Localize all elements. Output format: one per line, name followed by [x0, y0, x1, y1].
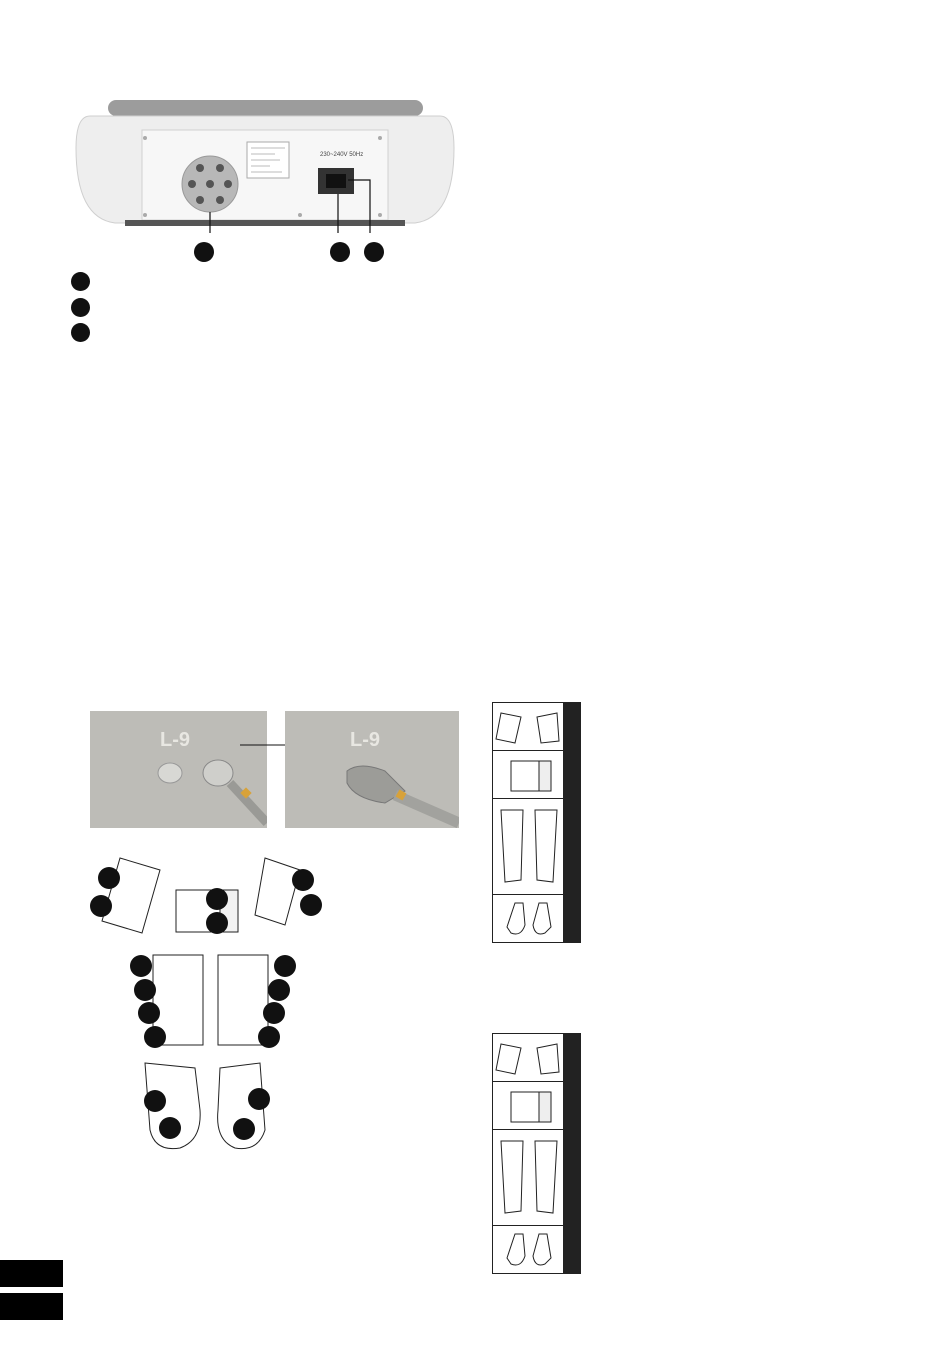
- table-cell: [580, 1034, 581, 1058]
- connector-label-after: L-9: [350, 729, 380, 751]
- arms-garment-icon: [493, 1034, 564, 1082]
- sequence-grid: [492, 1033, 581, 1274]
- page-tab-top: [0, 1260, 63, 1287]
- hose-marker-1: [98, 867, 120, 889]
- table-row: [493, 1226, 581, 1250]
- hose-marker-18: [233, 1118, 255, 1140]
- table-row: [493, 895, 581, 919]
- legs-garment-icon: [493, 799, 564, 895]
- hose-marker-17: [248, 1088, 270, 1110]
- hose-marker-7: [130, 955, 152, 977]
- table-row: [493, 799, 581, 823]
- table-row: [493, 1130, 581, 1154]
- page-tab-bottom: [0, 1293, 63, 1320]
- hose-marker-10: [144, 1026, 166, 1048]
- table-cell: [580, 751, 581, 775]
- table-cell: [580, 1106, 581, 1130]
- table-cell: [580, 703, 581, 727]
- connector-label-before: L-9: [160, 729, 190, 751]
- abdomen-garment-icon: [493, 751, 564, 799]
- table-cell: [580, 799, 581, 823]
- sequence-grid: [492, 702, 581, 943]
- callout-marker-2: [330, 242, 350, 262]
- table-row: [493, 703, 581, 727]
- table-cell: [580, 1082, 581, 1106]
- hose-marker-9: [138, 1002, 160, 1024]
- table-cell: [580, 1226, 581, 1250]
- legend-marker-2: [71, 298, 90, 317]
- abdomen-garment-icon: [493, 1082, 564, 1130]
- legend-marker-3: [71, 323, 90, 342]
- legend-marker-1: [71, 272, 90, 291]
- hose-marker-4: [206, 912, 228, 934]
- table-row: [493, 1034, 581, 1058]
- table-cell: [580, 1202, 581, 1226]
- hose-marker-14: [258, 1026, 280, 1048]
- table-row: [493, 1082, 581, 1106]
- arms-garment-icon: [493, 703, 564, 751]
- connector-photo-before: [90, 711, 267, 828]
- hose-marker-12: [268, 979, 290, 1001]
- hose-marker-8: [134, 979, 156, 1001]
- table-cell: [580, 871, 581, 895]
- table-cell: [580, 919, 581, 943]
- hose-marker-5: [292, 869, 314, 891]
- table-cell: [580, 775, 581, 799]
- callout-marker-3: [364, 242, 384, 262]
- table-row: [493, 751, 581, 775]
- table-cell: [580, 895, 581, 919]
- table-cell: [580, 823, 581, 847]
- device-back-photo: [70, 98, 460, 233]
- hose-marker-11: [274, 955, 296, 977]
- table-cell: [580, 847, 581, 871]
- feet-garment-icon: [493, 895, 564, 943]
- table-cell: [580, 1154, 581, 1178]
- legs-garment-icon: [493, 1130, 564, 1226]
- hose-marker-2: [90, 895, 112, 917]
- table-cell: [580, 727, 581, 751]
- voltage-label: 230~240V 50Hz: [320, 152, 364, 158]
- hose-marker-16: [159, 1117, 181, 1139]
- hose-marker-3: [206, 888, 228, 910]
- hose-marker-13: [263, 1002, 285, 1024]
- callout-marker-1: [194, 242, 214, 262]
- feet-garment-icon: [493, 1226, 564, 1274]
- table-cell: [580, 1250, 581, 1274]
- hose-marker-6: [300, 894, 322, 916]
- hose-marker-15: [144, 1090, 166, 1112]
- table-cell: [580, 1178, 581, 1202]
- connector-photo-after: [285, 711, 459, 828]
- table-cell: [580, 1130, 581, 1154]
- table-cell: [580, 1058, 581, 1082]
